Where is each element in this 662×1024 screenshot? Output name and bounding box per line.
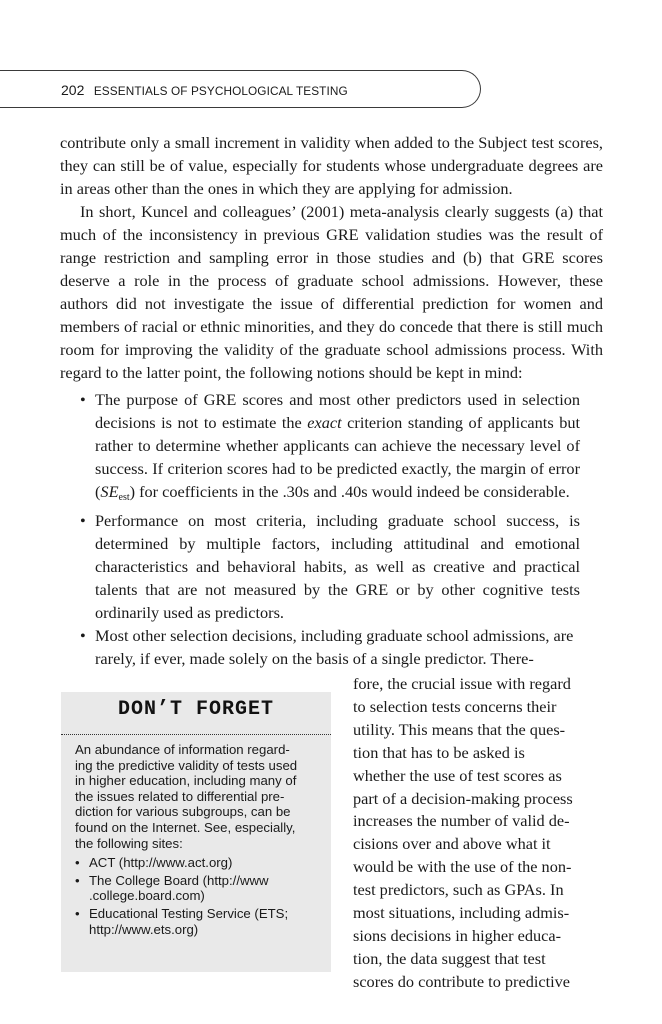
standard-error-subscript: est xyxy=(118,492,130,503)
site-item-ets: • Educational Testing Service (ETS; http://www.ets.org) xyxy=(75,905,289,937)
list-item: • Performance on most criteria, including graduate school success, is determined by multiple factors, including attitudinal and emotional characteristics and behavioral habits, as well as creative and practical talents that are not measured by the GRE or by other cognitive tests ordinarily used as predictors. xyxy=(80,511,580,622)
main-text xyxy=(60,131,603,384)
paragraph-kuncel: In short, Kuncel and colleagues’ (2001) meta-analysis clearly suggests (a) that much of the inconsistency in previous GRE validation studies was the result of range restriction and sampling error in those studies and (b) that GRE scores deserve a role in the process of graduate school admissions. However, these authors did not investigate the issue of differential prediction for women and members of racial or ethnic minorities, and they do concede that there is still much room for improving the validity of the graduate school admissions process. With regard to the latter point, the following notions should be kept in mind: xyxy=(60,202,603,382)
running-header xyxy=(61,82,348,98)
dotted-divider xyxy=(61,734,331,735)
notions-list xyxy=(80,388,580,670)
list-item: • Most other selection decisions, including graduate school admissions, are rarely, if ever, made solely on the basis of a single predictor. There- xyxy=(80,626,574,668)
dont-forget-box xyxy=(61,692,331,972)
page-number: 202 xyxy=(61,82,85,98)
emphasis-exact: exact xyxy=(307,413,342,432)
list-item: • The purpose of GRE scores and most other predictors used in selection decisions is not to estimate the exact criterion standing of applicants but rather to determine whether applicants can achieve the necessary level of success. If criterion scores had to be predicted exactly, the margin of error $(SE_{est})$ for coefficients in the .30s and .40s would indeed be considerable. xyxy=(80,390,580,503)
site-item-college-board: • The College Board (http://www .college.board.com) xyxy=(75,872,269,904)
standard-error-symbol: SE xyxy=(100,482,119,501)
sites-list xyxy=(75,855,321,937)
site-item-act: • ACT (http://www.act.org) xyxy=(75,855,233,871)
paragraph-continuation: contribute only a small increment in validity when added to the Subject test scores, they can still be of value, especially for students whose undergraduate degrees are in areas other than the ones in which they are applying for admission. xyxy=(60,133,603,198)
wrapped-text-column: fore, the crucial issue with regard to selection tests concerns their utility. This means that the ques- tion that has to be asked is whether the use of test scores as part of a decision-making process increases the number of valid de- cisions over and above what it would be with the use of the non- test predictors, such as GPAs. In most situations, including admis- sions decisions in higher educa- tion, the data suggest that test scores do contribute to predictive xyxy=(353,674,573,991)
box-title: DON’T FORGET xyxy=(117,698,275,721)
box-body: An abundance of information regard- ing the predictive validity of tests used in higher education, including many of the issues related to differential pre- diction for various subgroups, can be found on the Internet. See, especially, the following sites: • ACT (http://www.act.org) • The College Board (http://www .college.board.com) • Educational Testing Service (ETS; http://www.ets.org) xyxy=(75,742,321,939)
book-title: ESSENTIALS OF PSYCHOLOGICAL TESTING xyxy=(93,84,348,98)
